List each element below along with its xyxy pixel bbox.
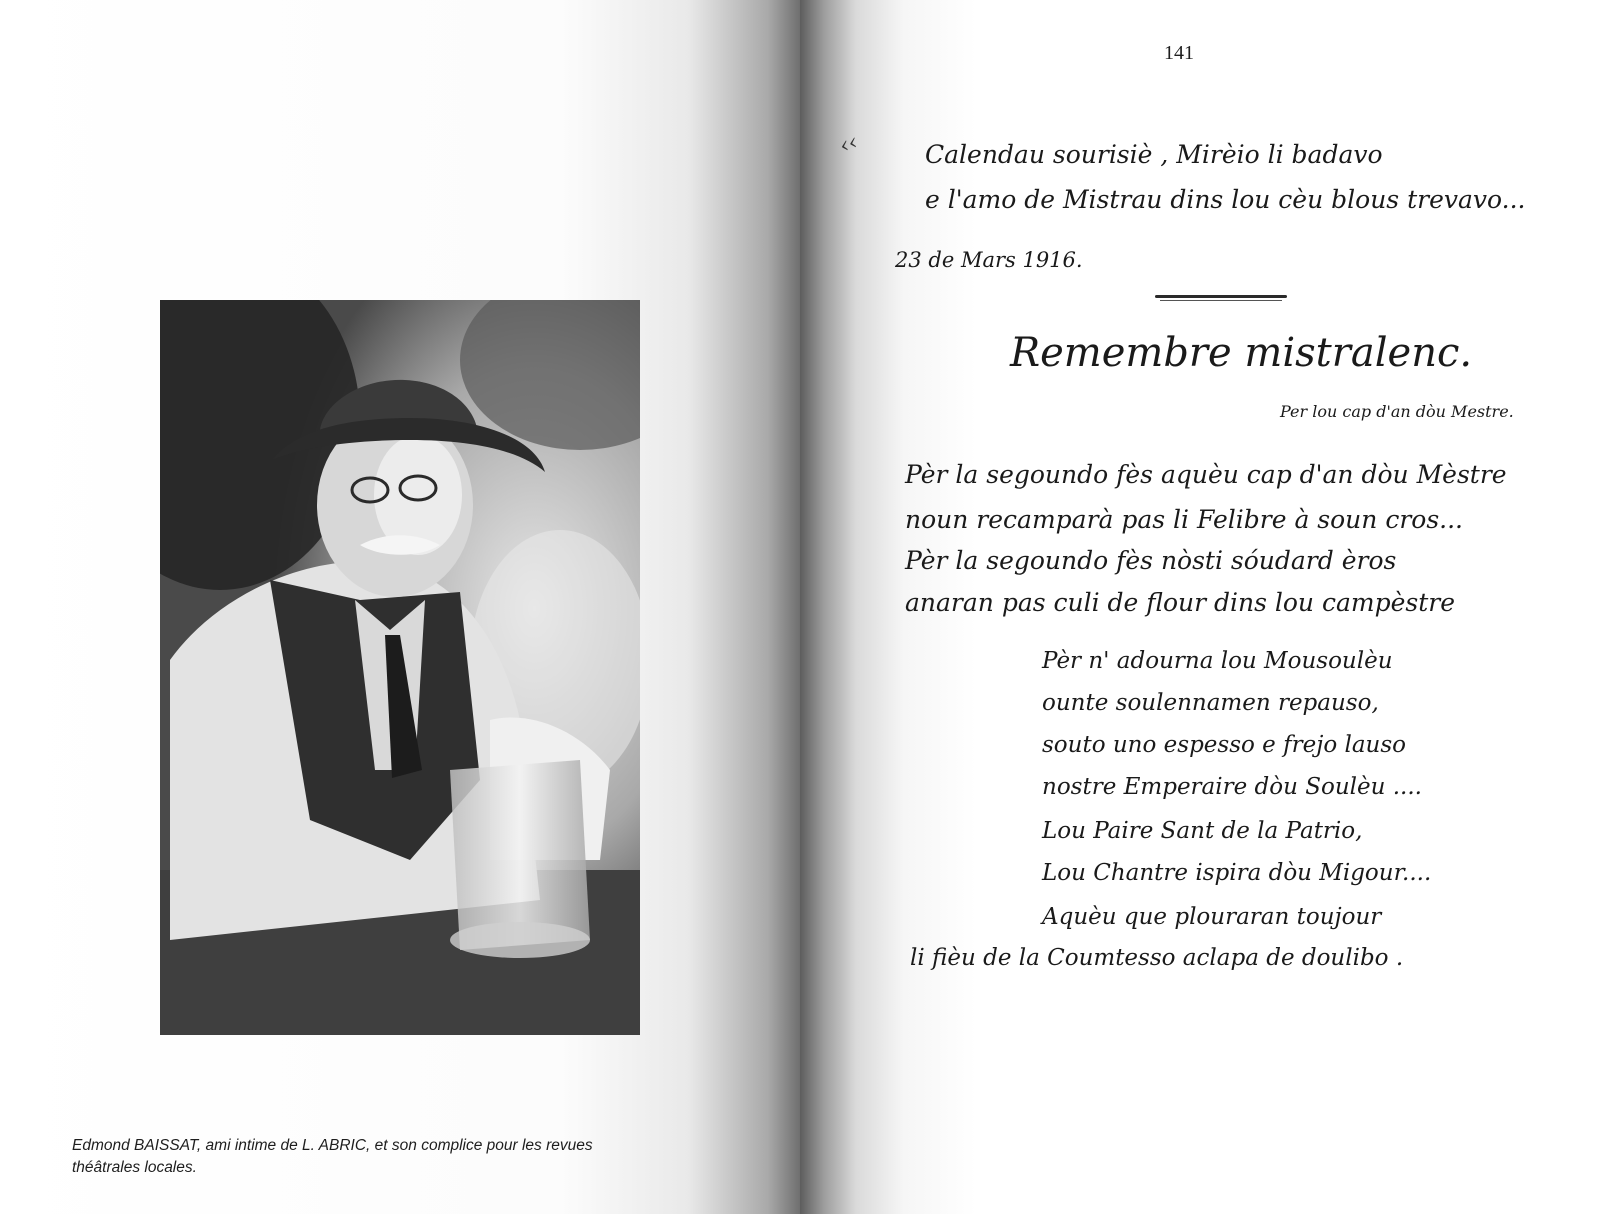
poem-date: 23 de Mars 1916. bbox=[895, 248, 1083, 272]
stanza-line: Lou Paire Sant de la Patrio, bbox=[1042, 818, 1363, 844]
stanza-line: souto uno espesso e frejo lauso bbox=[1042, 732, 1407, 758]
stanza-line: ounte soulennamen repauso, bbox=[1042, 690, 1379, 716]
caption-line: théâtrales locales. bbox=[72, 1159, 197, 1176]
stanza-line: Pèr la segoundo fès aquèu cap d'an dòu Mèstre bbox=[905, 460, 1507, 489]
stanza-line: noun recamparà pas li Felibre à soun cros... bbox=[905, 505, 1464, 534]
stanza-line: nostre Emperaire dòu Soulèu .... bbox=[1042, 774, 1422, 800]
poem-title: Remembre mistralenc. bbox=[1010, 330, 1473, 376]
opening-line: e l'amo de Mistrau dins lou cèu blous trevavo... bbox=[925, 185, 1526, 214]
stanza-line: li fièu de la Coumtesso aclapa de doulibo . bbox=[910, 945, 1404, 971]
stanza-line: Pèr n' adourna lou Mousoulèu bbox=[1042, 648, 1393, 674]
stanza-line: Aquèu que plouraran toujour bbox=[1042, 904, 1382, 930]
page-number: 141 bbox=[1164, 42, 1194, 64]
portrait-photo bbox=[160, 300, 640, 1035]
poem-dedication: Per lou cap d'an dòu Mestre. bbox=[1280, 402, 1514, 421]
margin-mark-icon: ‹‹ bbox=[836, 129, 862, 160]
caption-line: Edmond BAISSAT, ami intime de L. ABRIC, et son complice pour les revues bbox=[72, 1137, 593, 1154]
divider-rule bbox=[1155, 295, 1287, 298]
stanza-line: Lou Chantre ispira dòu Migour.... bbox=[1042, 860, 1432, 886]
stanza-line: Pèr la segoundo fès nòsti sóudard èros bbox=[905, 546, 1397, 575]
divider-rule-thin bbox=[1160, 300, 1282, 301]
stanza-line: anaran pas culi de flour dins lou campèstre bbox=[905, 588, 1456, 617]
opening-line: Calendau sourisiè , Mirèio li badavo bbox=[925, 140, 1383, 169]
portrait-illustration bbox=[160, 300, 640, 1035]
photo-caption bbox=[72, 1135, 772, 1179]
